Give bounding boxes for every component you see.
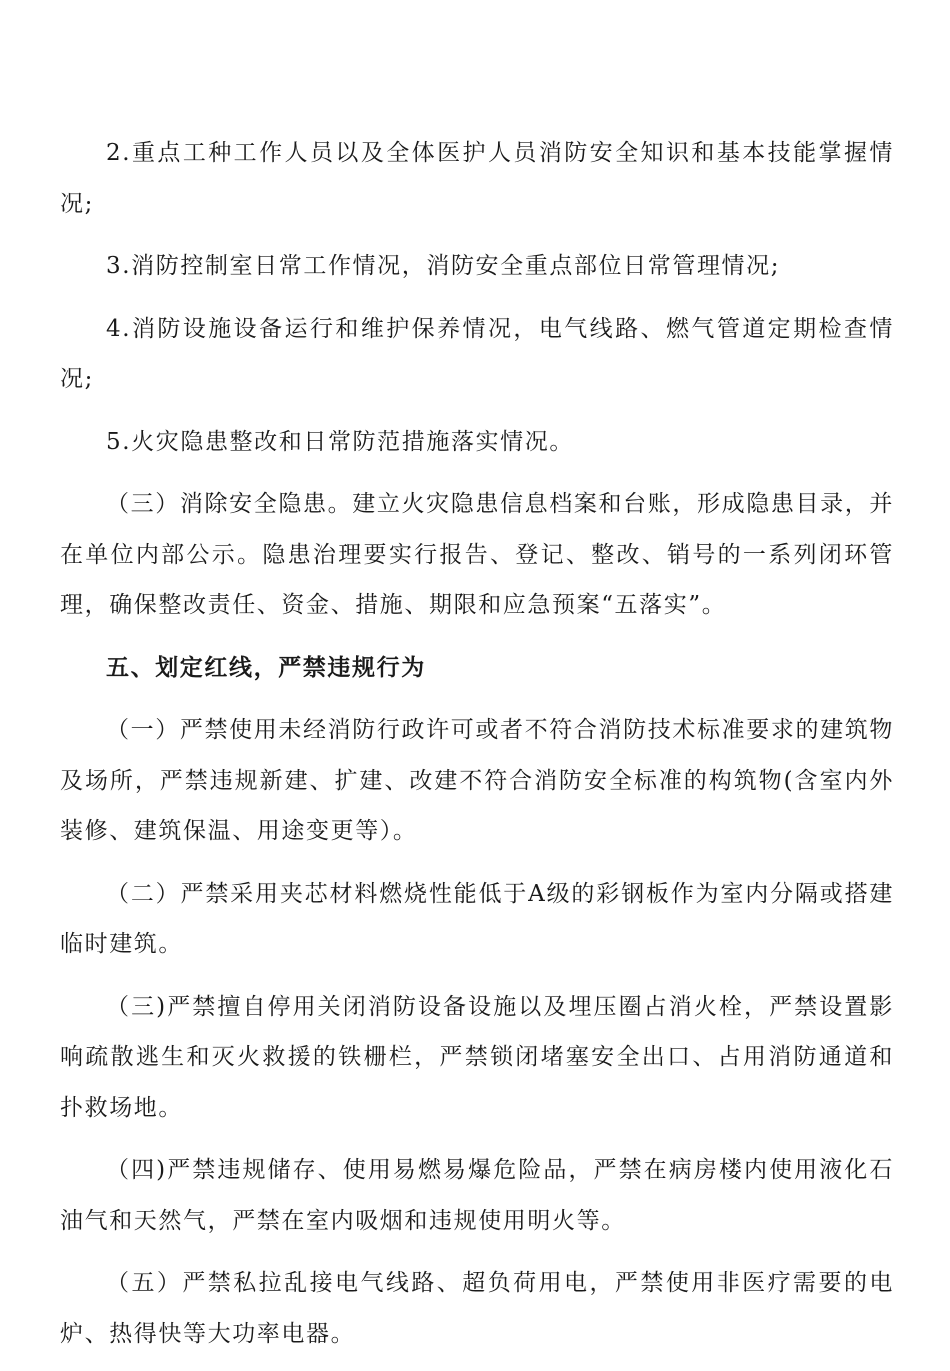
prohibition-item-4: （四)严禁违规储存、使用易燃易爆危险品，严禁在病房楼内使用液化石油气和天然气，严禁在室内吸烟和违规使用明火等。	[60, 1157, 894, 1234]
paragraph-eliminate-hazards: （三）消除安全隐患。建立火灾隐患信息档案和台账，形成隐患目录，并在单位内部公示。隐患治理要实行报告、登记、整改、销号的一系列闭环管理，确保整改责任、资金、措施、期限和应急预案“五落实”。	[60, 491, 894, 618]
paragraph-item-2: 2.重点工种工作人员以及全体医护人员消防安全知识和基本技能掌握情况;	[60, 140, 894, 217]
prohibition-item-1: （一）严禁使用未经消防行政许可或者不符合消防技术标准要求的建筑物及场所，严禁违规新建、扩建、改建不符合消防安全标准的构筑物(含室内外装修、建筑保温、用途变更等）。	[60, 717, 894, 844]
paragraph-item-3: 3.消防控制室日常工作情况，消防安全重点部位日常管理情况;	[106, 253, 781, 279]
section-heading: 五、划定红线，严禁违规行为	[106, 654, 426, 681]
prohibition-item-3: （三)严禁擅自停用关闭消防设备设施以及埋压圈占消火栓，严禁设置影响疏散逃生和灭火救援的铁栅栏，严禁锁闭堵塞安全出口、占用消防通道和扑救场地。	[60, 993, 894, 1121]
paragraph-item-4: 4.消防设施设备运行和维护保养情况，电气线路、燃气管道定期检查情况;	[60, 315, 894, 392]
prohibition-item-5: （五）严禁私拉乱接电气线路、超负荷用电，严禁使用非医疗需要的电炉、热得快等大功率电器。	[60, 1270, 894, 1347]
prohibition-item-2: （二）严禁采用夹芯材料燃烧性能低于A级的彩钢板作为室内分隔或搭建临时建筑。	[60, 880, 894, 957]
document-body	[60, 128, 894, 1371]
paragraph-item-5: 5.火灾隐患整改和日常防范措施落实情况。	[106, 428, 574, 455]
